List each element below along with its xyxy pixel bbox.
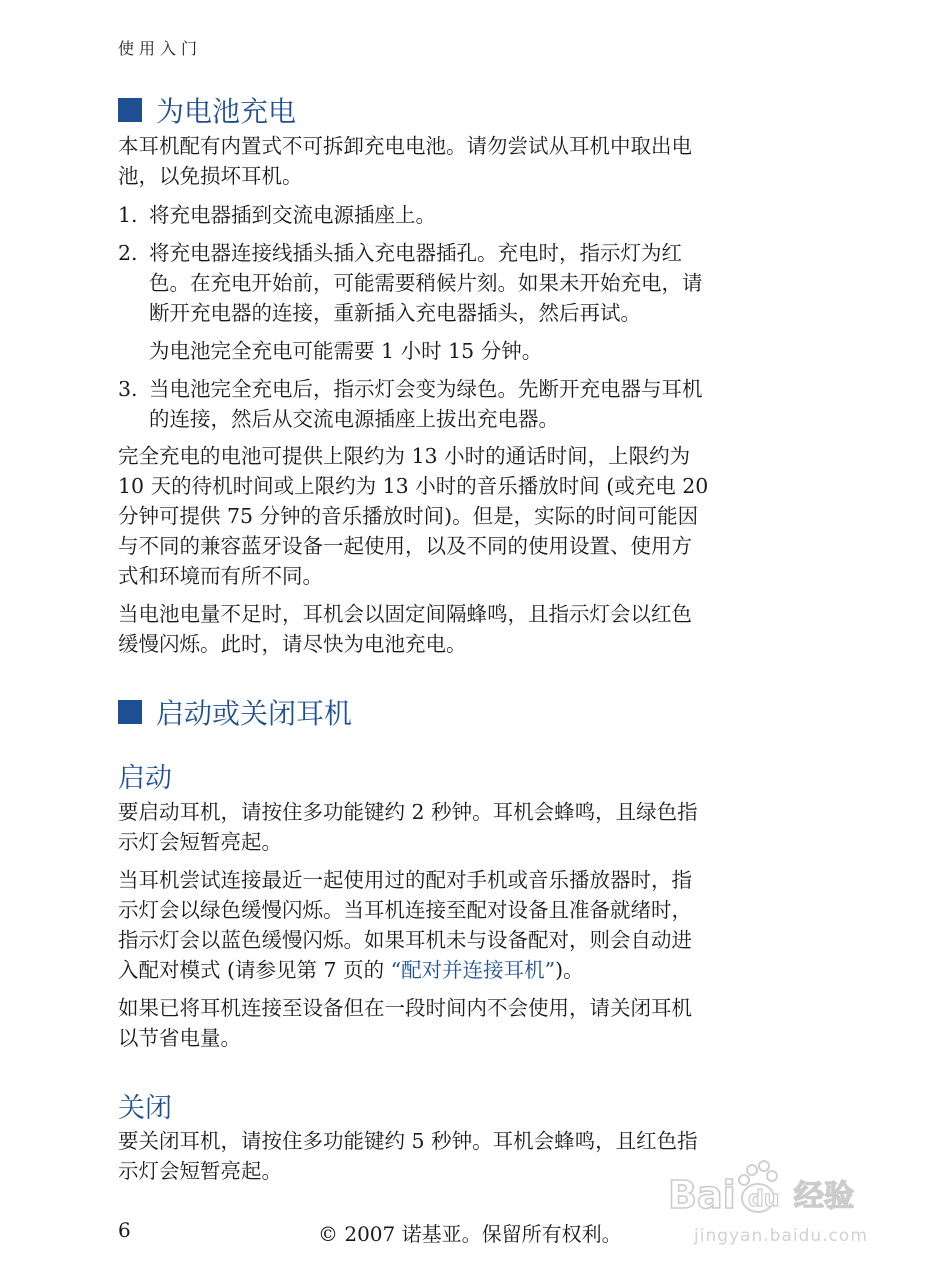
svg-text:经验: 经验 [794, 1179, 854, 1214]
step-text: 当电池完全充电后，指示灯会变为绿色。先断开充电器与耳机 的连接，然后从交流电源插座上拔出充电器。 [149, 377, 703, 431]
running-header: 使用入门 [118, 39, 203, 58]
step-number: 2. [118, 241, 138, 265]
paragraph-text-tail: )。 [555, 958, 584, 982]
baidu-jingyan-watermark-logo [660, 1160, 900, 1218]
step-1 [118, 200, 818, 230]
subheading-power-on: 启动 [118, 763, 172, 794]
step-text: 将充电器连接线插头插入充电器插孔。充电时，指示灯为红 色。在充电开始前，可能需要稍候片刻。如果未开始充电，请 断开充电器的连接，重新插入充电器插头，然后再试。 [149, 241, 703, 325]
section-heading-power [118, 692, 352, 732]
svg-text:du: du [748, 1187, 780, 1212]
power-on-paragraph-1: 要启动耳机，请按住多功能键约 2 秒钟。耳机会蜂鸣，且绿色指 示灯会短暂亮起。 [118, 800, 698, 854]
power-on-paragraph-3: 如果已将耳机连接至设备但在一段时间内不会使用，请关闭耳机 以节省电量。 [118, 996, 692, 1050]
step-2 [118, 238, 818, 328]
section-heading-text: 启动或关闭耳机 [156, 697, 353, 730]
paragraph-text: 当耳机尝试连接最近一起使用过的配对手机或音乐播放器时，指 示灯会以绿色缓慢闪烁。当耳机连接至配对设备且准备就绪时， 指示灯会以蓝色缓慢闪烁。如果耳机未与设备配对，则会自动进 入配对模式 (请参见第 7 页的 [118, 868, 692, 982]
heading-square-icon [118, 98, 142, 122]
charging-intro: 本耳机配有内置式不可拆卸充电电池。请勿尝试从耳机中取出电 池，以免损坏耳机。 [118, 134, 692, 188]
step-number: 1. [118, 203, 138, 227]
step-number: 3. [118, 377, 138, 401]
watermark-url: jingyan.baidu.com [694, 1226, 868, 1246]
step-3 [118, 374, 818, 434]
section-heading-text: 为电池充电 [156, 95, 297, 128]
section-heading-charging [118, 90, 296, 130]
subheading-power-off: 关闭 [118, 1093, 172, 1124]
power-on-paragraph-2 [118, 865, 818, 985]
page-number: 6 [118, 1218, 131, 1242]
svg-text:Bai: Bai [668, 1173, 736, 1217]
full-charge-paragraph: 完全充电的电池可提供上限约为 13 小时的通话时间，上限约为 10 天的待机时间或上限约为 13 小时的音乐播放时间 (或充电 20 分钟可提供 75 分钟的音乐播放时间)。但是，实际的时间可能因 与不同的兼容蓝牙设备一起使用，以及不同的使用设置、使用方 式和环境而有所不同。 [118, 444, 709, 588]
heading-square-icon [118, 700, 142, 724]
step-2-note: 为电池完全充电可能需要 1 小时 15 分钟。 [149, 339, 543, 363]
copyright-notice: © 2007 诺基亚。保留所有权利。 [318, 1222, 622, 1246]
power-off-paragraph-1: 要关闭耳机，请按住多功能键约 5 秒钟。耳机会蜂鸣，且红色指 示灯会短暂亮起。 [118, 1129, 698, 1183]
low-battery-paragraph: 当电池电量不足时，耳机会以固定间隔蜂鸣，且指示灯会以红色 缓慢闪烁。此时，请尽快为电池充电。 [118, 602, 692, 656]
pairing-cross-reference-link[interactable]: “配对并连接耳机” [390, 958, 556, 982]
step-text: 将充电器插到交流电源插座上。 [149, 203, 436, 227]
